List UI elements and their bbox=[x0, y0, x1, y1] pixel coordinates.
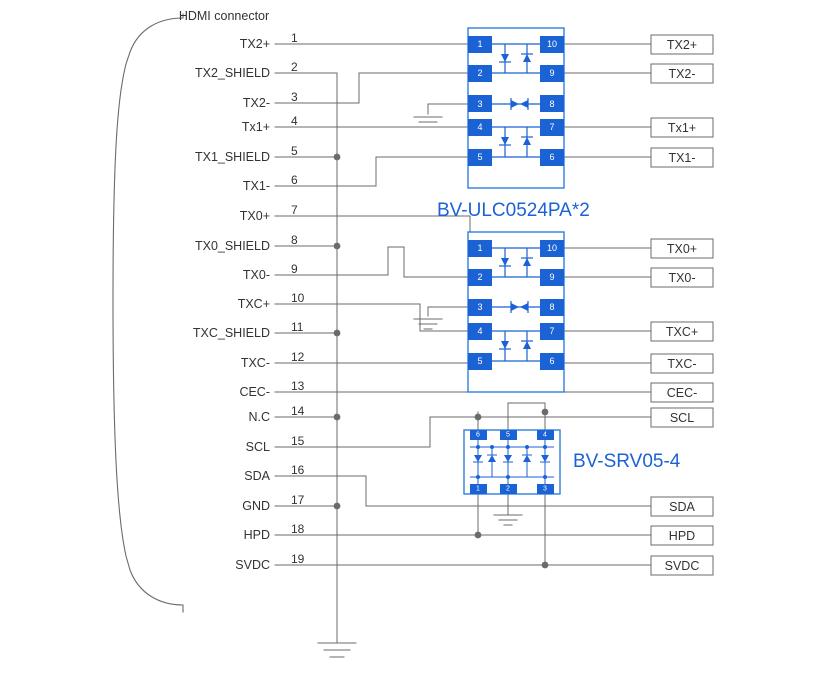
output-label-tx2n: TX2- bbox=[668, 67, 696, 81]
pin-num-4: 4 bbox=[291, 114, 298, 128]
pin-name-5: TX1_SHIELD bbox=[194, 150, 270, 164]
pin-num-17: 17 bbox=[291, 493, 305, 507]
pin-num-18: 18 bbox=[291, 522, 305, 536]
pin-num-6: 6 bbox=[291, 173, 298, 187]
ic-top-pin-5: 5 bbox=[477, 152, 483, 162]
output-label-scl: SCL bbox=[669, 411, 695, 425]
srv05-pin-1: 1 bbox=[476, 485, 480, 493]
pin-name-1: TX2+ bbox=[239, 37, 270, 51]
ic-bottom-pin-1: 1 bbox=[477, 243, 483, 253]
pin-num-19: 19 bbox=[291, 552, 305, 566]
pin-name-16: SDA bbox=[244, 469, 270, 483]
pin-name-13: CEC- bbox=[239, 385, 270, 399]
pin-name-2: TX2_SHIELD bbox=[194, 66, 270, 80]
output-label-cec: CEC- bbox=[666, 386, 698, 400]
ic-bottom-pin-4: 4 bbox=[477, 326, 483, 336]
srv05-pin-2: 2 bbox=[506, 485, 510, 493]
output-label-hpd: HPD bbox=[668, 529, 696, 543]
pin-name-3: TX2- bbox=[242, 96, 270, 110]
ic-bottom-pin-10: 10 bbox=[546, 243, 558, 253]
pin-num-8: 8 bbox=[291, 233, 298, 247]
srv05-pin-3: 3 bbox=[543, 485, 547, 493]
output-label-txcn: TXC- bbox=[667, 357, 697, 371]
pin-num-15: 15 bbox=[291, 434, 305, 448]
pin-name-10: TXC+ bbox=[237, 297, 270, 311]
ic-bottom-pin-8: 8 bbox=[549, 302, 555, 312]
pin-name-4: Tx1+ bbox=[241, 120, 270, 134]
srv05-pin-4: 4 bbox=[543, 431, 547, 439]
ic-top-pin-8: 8 bbox=[549, 99, 555, 109]
pin-name-18: HPD bbox=[243, 528, 270, 542]
output-label-tx0p: TX0+ bbox=[666, 242, 698, 256]
part-label-ulc0524pa: BV-ULC0524PA*2 bbox=[437, 200, 590, 221]
ic-bottom-pin-6: 6 bbox=[549, 356, 555, 366]
pin-num-10: 10 bbox=[291, 291, 305, 305]
pin-num-2: 2 bbox=[291, 60, 298, 74]
ic-top-pin-6: 6 bbox=[549, 152, 555, 162]
output-label-tx2p: TX2+ bbox=[666, 38, 698, 52]
output-label-tx1p: Tx1+ bbox=[667, 121, 697, 135]
ic-bottom-pin-7: 7 bbox=[549, 326, 555, 336]
connector-title: HDMI connector bbox=[178, 9, 270, 23]
pin-name-14: N.C bbox=[248, 410, 270, 424]
part-label-srv05: BV-SRV05-4 bbox=[573, 451, 681, 472]
ic-bottom-pin-9: 9 bbox=[549, 272, 555, 282]
pin-num-7: 7 bbox=[291, 203, 298, 217]
ic-top-pin-4: 4 bbox=[477, 122, 483, 132]
pin-name-6: TX1- bbox=[242, 179, 270, 193]
pin-name-9: TX0- bbox=[242, 268, 270, 282]
ic-ulc0524pa-bottom bbox=[468, 232, 564, 392]
pin-num-13: 13 bbox=[291, 379, 305, 393]
ic-top-pin-2: 2 bbox=[477, 68, 483, 78]
pin-name-7: TX0+ bbox=[239, 209, 270, 223]
ic-top-pin-1: 1 bbox=[477, 39, 483, 49]
pin-name-15: SCL bbox=[245, 440, 270, 454]
ic-top-pin-3: 3 bbox=[477, 99, 483, 109]
pin-name-19: SVDC bbox=[235, 558, 270, 572]
srv05-pin-5: 5 bbox=[506, 431, 510, 439]
output-label-txcp: TXC+ bbox=[665, 325, 699, 339]
pin-name-17: GND bbox=[242, 499, 270, 513]
ic-top-pin-9: 9 bbox=[549, 68, 555, 78]
ic-bottom-pin-2: 2 bbox=[477, 272, 483, 282]
srv05-pin-6: 6 bbox=[476, 431, 480, 439]
pin-num-5: 5 bbox=[291, 144, 298, 158]
pin-num-12: 12 bbox=[291, 350, 305, 364]
output-label-boxes bbox=[651, 35, 713, 575]
ic-bottom-pin-5: 5 bbox=[477, 356, 483, 366]
ic-srv05-4 bbox=[464, 430, 560, 494]
output-label-tx0n: TX0- bbox=[668, 271, 696, 285]
output-label-tx1n: TX1- bbox=[668, 151, 696, 165]
pin-num-11: 11 bbox=[291, 320, 304, 334]
pin-num-14: 14 bbox=[291, 404, 305, 418]
output-label-svdc: SVDC bbox=[664, 559, 700, 573]
pin-name-8: TX0_SHIELD bbox=[194, 239, 270, 253]
ic-top-pin-7: 7 bbox=[549, 122, 555, 132]
ic-bottom-pin-3: 3 bbox=[477, 302, 483, 312]
pin-name-12: TXC- bbox=[240, 356, 270, 370]
output-label-sda: SDA bbox=[669, 500, 695, 514]
ic-top-pin-10: 10 bbox=[546, 39, 558, 49]
pin-num-3: 3 bbox=[291, 90, 298, 104]
pin-name-11: TXC_SHIELD bbox=[192, 326, 270, 340]
pin-num-16: 16 bbox=[291, 463, 305, 477]
pin-num-1: 1 bbox=[291, 31, 298, 45]
pin-num-9: 9 bbox=[291, 262, 298, 276]
